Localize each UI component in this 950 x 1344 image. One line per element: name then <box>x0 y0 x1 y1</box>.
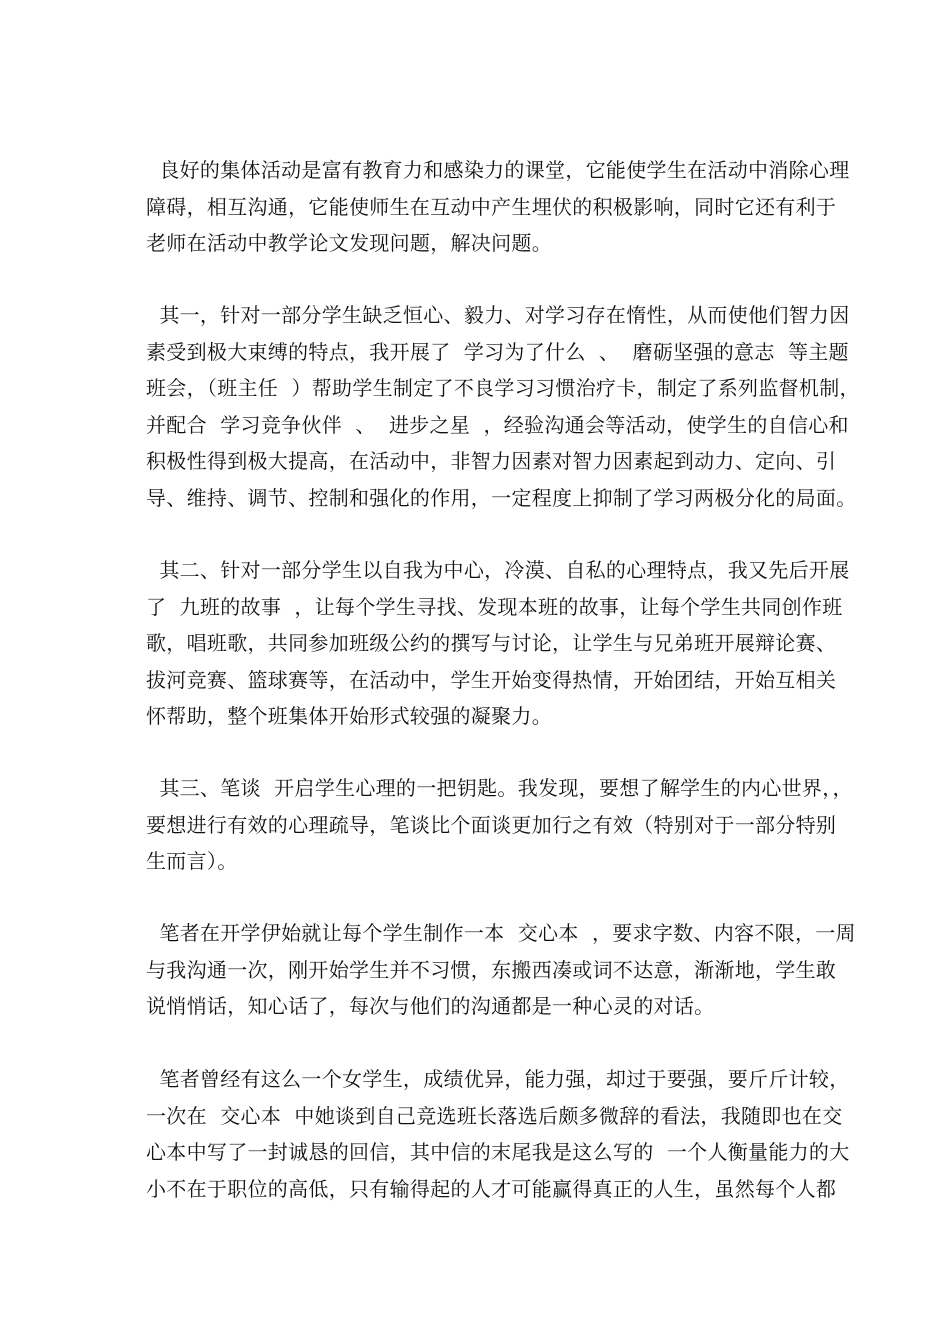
paragraph-first <box>146 297 860 517</box>
text-line: 歌，唱班歌，共同参加班级公约的撰写与讨论，让学生与兄弟班开展辩论赛、 <box>146 631 837 656</box>
paragraph-intro <box>146 152 850 262</box>
text-line: 老师在活动中教学论文发现问题，解决问题。 <box>146 231 552 256</box>
text-line: 小不在于职位的高低，只有输得起的人才可能赢得真正的人生，虽然每个人都 <box>146 1176 837 1201</box>
text-line: 其一，针对一部分学生缺乏恒心、毅力、对学习存在惰性，从而使他们智力因 <box>146 303 850 327</box>
text-line: 素受到极大束缚的特点，我开展了 学习为了什么 、 磨砺坚强的意志 等主题 <box>146 339 849 364</box>
text-line: 了 九班的故事 ，让每个学生寻找、发现本班的故事，让每个学生共同创作班 <box>146 594 843 619</box>
text-line: 说悄悄话，知心话了，每次与他们的沟通都是一种心灵的对话。 <box>146 994 715 1019</box>
text-line: 与我沟通一次，刚开始学生并不习惯，东搬西凑或词不达意，渐渐地，学生敢 <box>146 957 837 982</box>
text-line: 班会，（班主任 ）帮助学生制定了不良学习习惯治疗卡，制定了系列监督机制， <box>146 376 860 401</box>
paragraph-third <box>146 770 853 880</box>
text-line: 笔者曾经有这么一个女学生，成绩优异，能力强，却过于要强，要斤斤计较， <box>146 1067 850 1091</box>
text-line: 其二、针对一部分学生以自我为中心，冷漠、自私的心理特点，我又先后开展 <box>146 558 850 582</box>
text-line: 导、维持、调节、控制和强化的作用，一定程度上抑制了学习两极分化的局面。 <box>146 485 857 510</box>
text-line: 良好的集体活动是富有教育力和感染力的课堂，它能使学生在活动中消除心理 <box>146 158 850 182</box>
text-line: 拔河竞赛、篮球赛等，在活动中，学生开始变得热情，开始团结，开始互相关 <box>146 667 837 692</box>
text-line: 要想进行有效的心理疏导，笔谈比个面谈更加行之有效（特别对于一部分特别 <box>146 812 837 837</box>
text-line: 障碍，相互沟通，它能使师生在互动中产生埋伏的积极影响，同时它还有利于 <box>146 194 837 219</box>
text-line: 一次在 交心本 中她谈到自己竞选班长落选后颇多微辞的看法，我随即也在交 <box>146 1103 843 1128</box>
paragraph-second <box>146 552 850 735</box>
text-line: 笔者在开学伊始就让每个学生制作一本 交心本 ，要求字数、内容不限，一周 <box>146 921 856 945</box>
text-line: 其三、笔谈 开启学生心理的一把钥匙。我发现，要想了解学生的内心世界，， <box>146 776 853 800</box>
text-line: 并配合 学习竞争伙伴 、 进步之星 ，经验沟通会等活动，使学生的自信心和 <box>146 412 849 437</box>
text-line: 生而言）。 <box>146 849 238 874</box>
text-line: 积极性得到极大提高，在活动中，非智力因素对智力因素起到动力、定向、引 <box>146 449 837 474</box>
paragraph-story <box>146 1061 850 1207</box>
text-line: 怀帮助，整个班集体开始形式较强的凝聚力。 <box>146 704 552 729</box>
paragraph-notebook <box>146 915 856 1025</box>
text-line: 心本中写了一封诚恳的回信，其中信的末尾我是这么写的 一个人衡量能力的大 <box>146 1140 850 1165</box>
